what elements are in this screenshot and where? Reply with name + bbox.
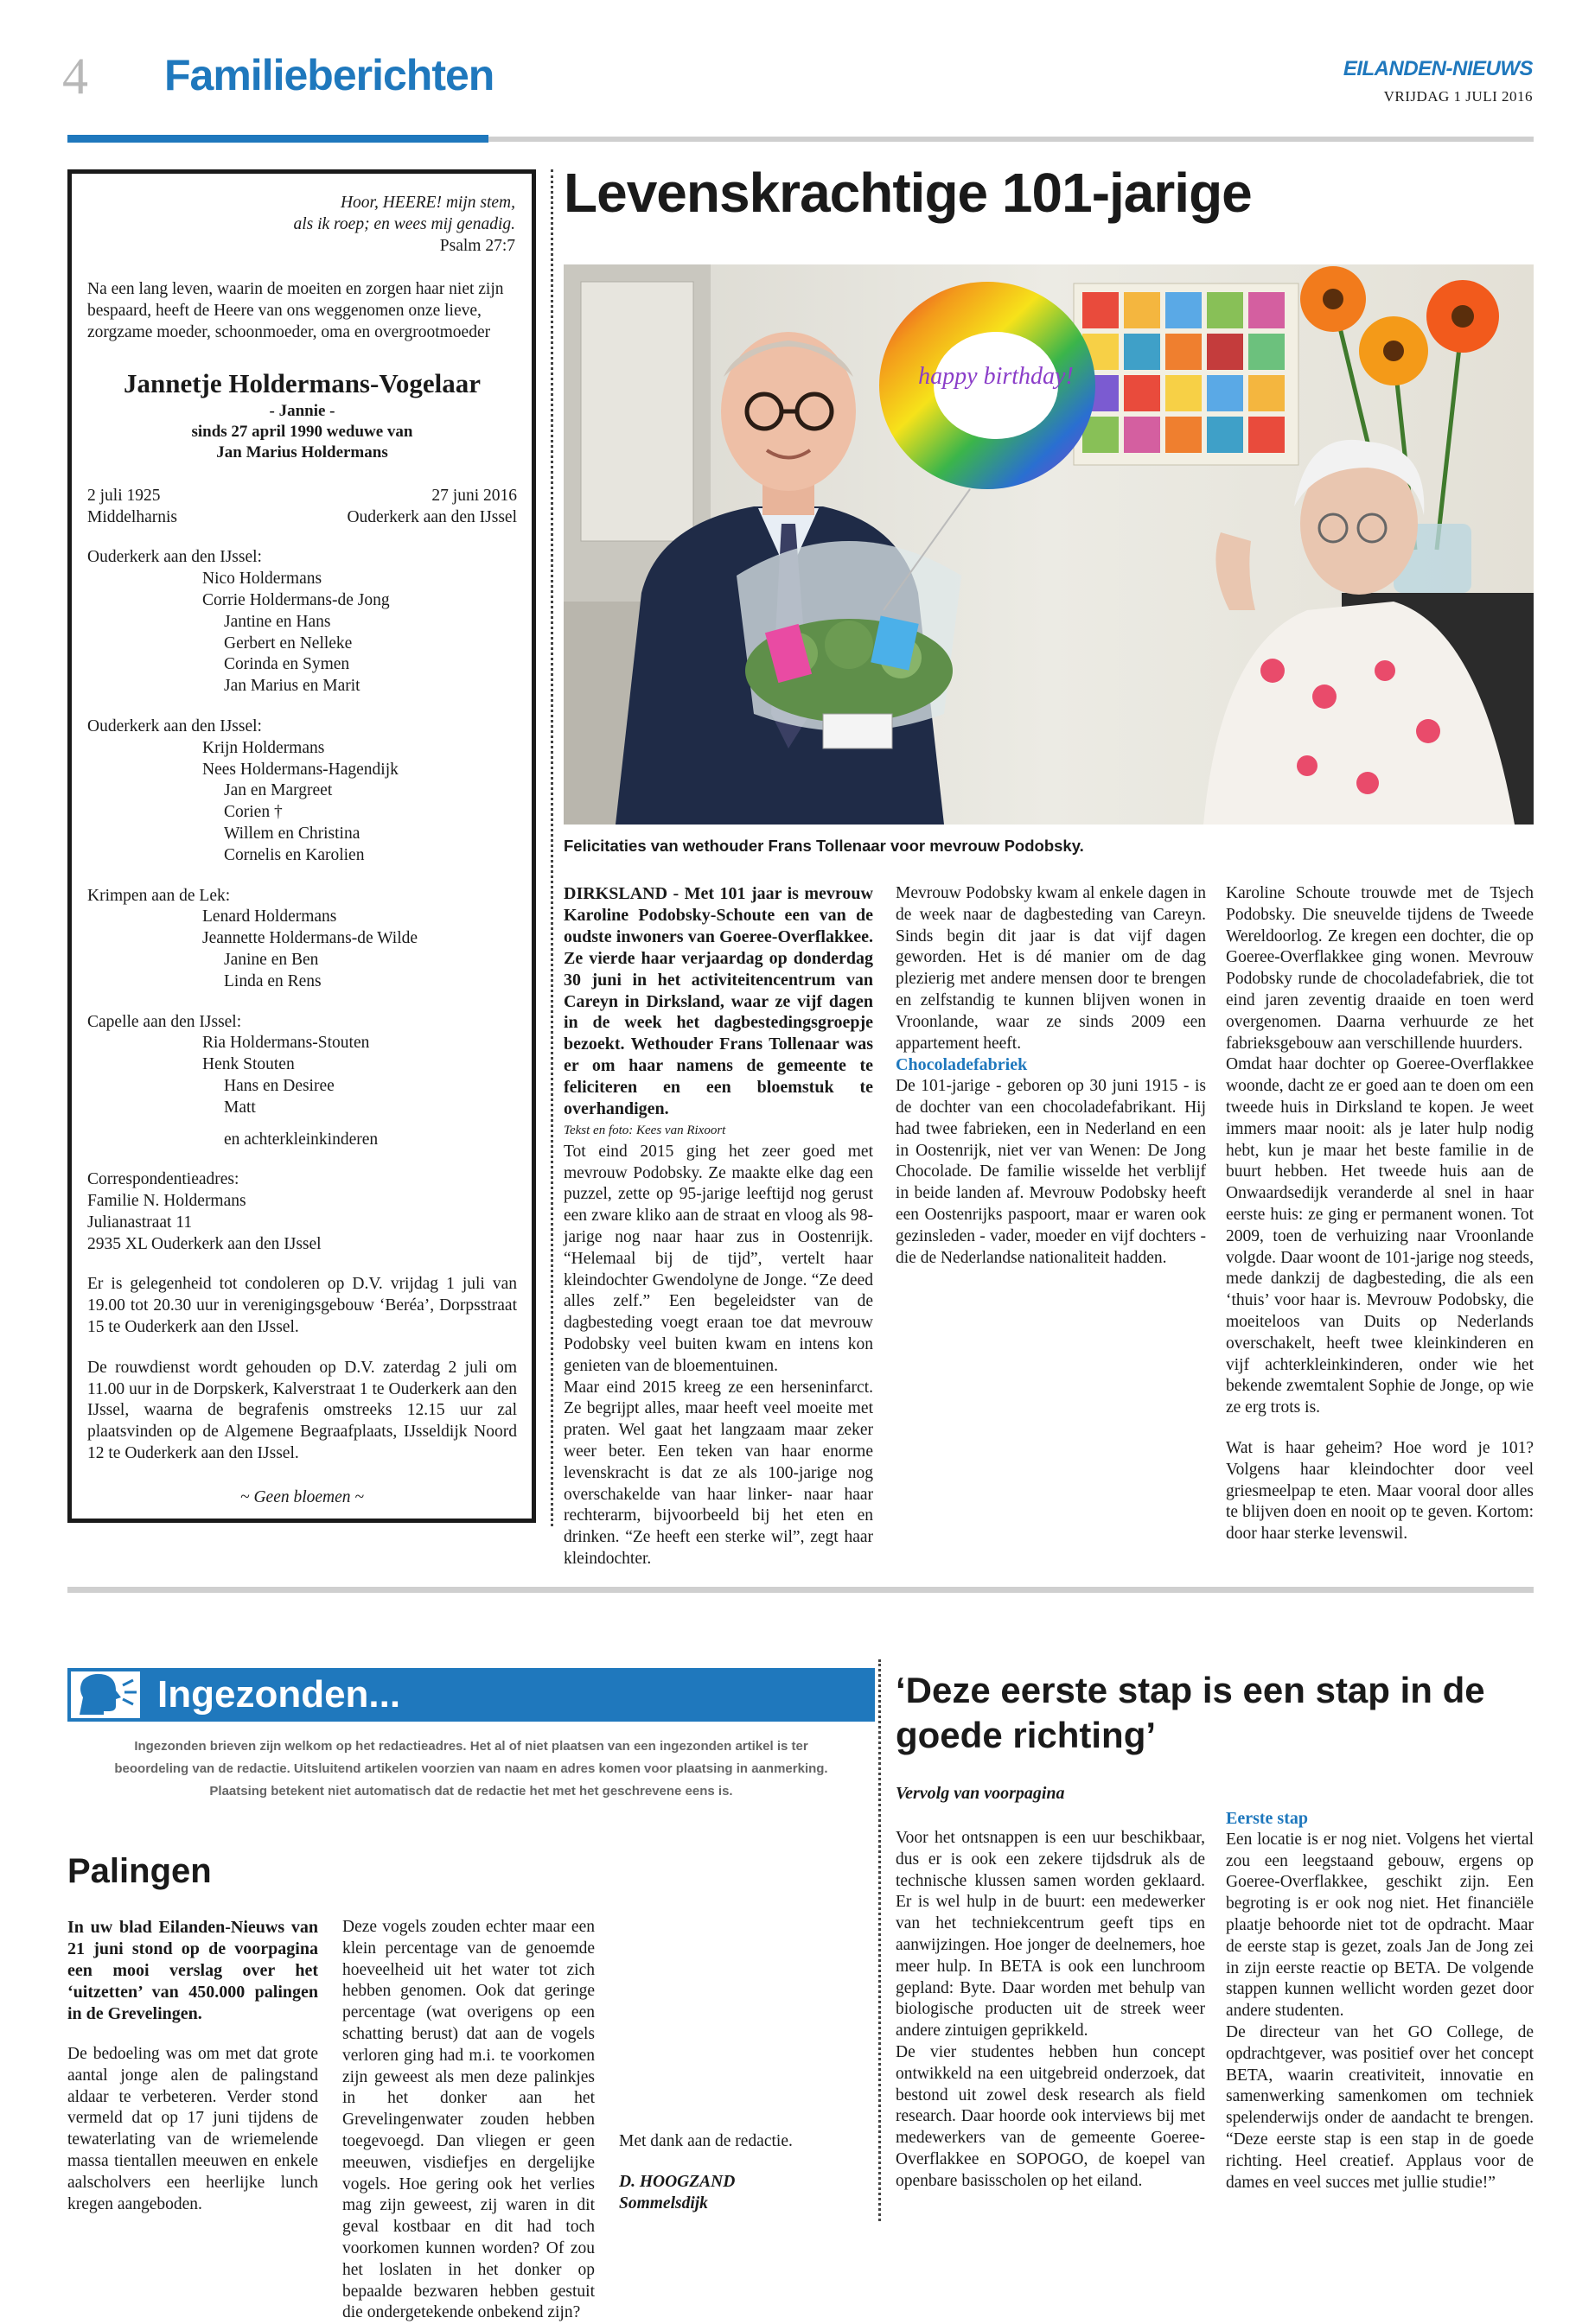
section-title: Familieberichten: [164, 51, 494, 99]
article-credit: Tekst en foto: Kees van Rixoort: [564, 1123, 726, 1137]
balloon-text: happy birthday!: [918, 363, 1074, 390]
correspondence-address: Correspondentieadres: Familie N. Holdermans Julianastraat 11 2935 XL Ouderkerk aan den IJssel: [87, 1170, 322, 1253]
wall-artwork: [1074, 283, 1298, 465]
continued-paragraph: De vier studentes hebben hun concept ontwikkeld na een uitgebreid onderzoek, dat bestond uit zowel desk research als field research. Daar hoorde ook interviews bij met medewerkers van de gemeente Goeree-Overflakkee en SOPOGO, de koepel van openbare basisscholen op het eiland.: [896, 2042, 1205, 2190]
continued-kicker: Vervolg van voorpagina: [896, 1784, 1065, 1803]
continued-paragraph: Voor het ontsnappen is een uur beschikbaar, dus er is ook een zekere tijdsdruk als de technische klussen samen worden geklaard. Er is wel hulp in de buurt: een medewerker van het techniekcentrum geeft tips en aanwijzingen. Hoe jonger de deelnemers, hoe meer hulp. In BETA is ook een lunchroom gepland: Byte. Daar worden met behulp van biologische producten uit de streek weer andere zintuigen geprikkeld.: [896, 1829, 1205, 2041]
life-dates: [87, 486, 517, 529]
widow-line: sinds 27 april 1990 weduwe van: [191, 422, 413, 441]
letter-title: Palingen: [67, 1852, 212, 1890]
photo-caption: Felicitaties van wethouder Frans Tollenaar voor mevrouw Podobsky.: [564, 837, 1084, 855]
no-flowers-note: ~ Geen bloemen ~: [240, 1487, 364, 1506]
section-rule: [67, 1587, 1534, 1593]
article-subhead: Chocoladefabriek: [896, 1055, 1028, 1075]
column-divider: [878, 1659, 881, 2221]
family-group: Ouderkerk aan den IJssel: Nico Holdermans Corrie Holdermans-de Jong Jantine en Hans Gerbert en Nelleke Corinda en Symen Jan Marius en Marit: [87, 548, 390, 696]
ingezonden-title: Ingezonden...: [157, 1673, 401, 1716]
birth-date: 2 juli 1925: [87, 486, 161, 505]
article-paragraph: Mevrouw Podobsky kwam al enkele dagen in de week naar de dagbesteding van Careyn. Sinds begin dit jaar is dat vijf dagen geworden. Het is dé manier om de dag plezierig met andere mensen door te brengen en zelfstandig te kunnen blijven wonen in Vroonlande, waar ze sinds 2009 een appartement heeft.: [896, 884, 1206, 1053]
letter-thanks: Met dank aan de redactie.: [619, 2132, 793, 2150]
letter-column-3: [619, 1917, 875, 2214]
death-place: Ouderkerk aan den IJssel: [347, 507, 517, 526]
continued-column-2: [1226, 1808, 1534, 2193]
gift-basket: [737, 541, 961, 748]
article-lead: DIRKSLAND - Met 101 jaar is mevrouw Karoline Podobsky-Schoute een van de oudste inwoners van Goeree-Overflakkee. Ze vierde haar verjaardag op donderdag 30 juni in het activiteitencentrum van Careyn in Dirksland, waar ze vijf dagen in de week het dagbestedingsgroepje bezoekt. Wethouder Frans Tollenaar was er om haar namens de gemeente te feliciteren en een bloemstuk te overhandigen.: [564, 884, 873, 1119]
letter-column-2: [342, 1917, 595, 2322]
obituary-intro: Na een lang leven, waarin de moeiten en zorgen haar niet zijn bespaard, heeft de Heere van ons weggenomen onze lieve, zorgzame moeder, schoonmoeder, oma en overgrootmoeder: [87, 280, 504, 341]
article-paragraph: Karoline Schoute trouwde met de Tsjech Podobsky. Die sneuvelde tijdens de Tweede Wereldoorlog. Ze kregen een dochter, die op Goeree-Overflakkee ging wonen. Mevrouw Podobsky runde de chocoladefabriek, die tot eind jaren zeventig draaide en toen werd overgenomen. Daarna verhuurde ze het fabrieksgebouw aan verschillende huurders.: [1226, 884, 1534, 1053]
family-group: Capelle aan den IJssel: Ria Holdermans-Stouten Henk Stouten Hans en Desiree Matt en achterkleinkinderen: [87, 1012, 379, 1149]
condolence-info: Er is gelegenheid tot condoleren op D.V. vrijdag 1 juli van 19.00 tot 20.30 uur in verenigingsgebouw ‘Beréa’, Dorpsstraat 15 te Ouderkerk aan den IJssel.: [87, 1275, 517, 1337]
speaking-head-icon: [67, 1668, 144, 1722]
ingezonden-note: Ingezonden brieven zijn welkom op het redactieadres. Het al of niet plaatsen van een ingezonden artikel is ter beoordeling van de redactie. Uitsluitend artikelen voorzien van naam en adres komen voor plaatsing in aanmerking. Plaatsing betekent niet automatisch dat de redactie het met het geschrevene eens is.: [114, 1739, 828, 1799]
article-headline: Levenskrachtige 101-jarige: [564, 162, 1252, 224]
death-date: 27 juni 2016: [431, 486, 517, 505]
continued-paragraph: De directeur van het GO College, de opdrachtgever, was positief over het concept BETA, waarin creativiteit, innovatie en samenwerking samenkomen om techniek spelenderwijs onder de aandacht te brengen. “Deze eerste stap is een stap in de goede richting. Heel creatief. Applaus voor de dames en veel succes met jullie studie!”: [1226, 2022, 1534, 2192]
article-paragraph: Maar eind 2015 kreeg ze een herseninfarct. Ze begrijpt alles, maar heeft veel moeite met praten. Wel gaat het langzaam maar zeker weer beter. Een teken van haar enorme levenskracht is dat ze als 100-jarige nog overschakelde van haar linker- naar haar rechterarm, bijvoorbeeld bij het eten en drinken. “Ze heeft een sterke wil”, zegt haar kleindochter.: [564, 1378, 873, 1568]
birth-place: Middelharnis: [87, 507, 177, 526]
letter-column-1: [67, 1917, 318, 2215]
page-number: 4: [62, 48, 88, 105]
letter-paragraph: De bedoeling was om met dat grote aantal jonge alen de palingstand aldaar te verbeteren. Verder stond vermeld dat op 17 juni tijdens de tewaterlating van de wriemelende massa tientallen meeuwen en enkele aalscholvers een heerlijke lunch kregen aangeboden.: [67, 2045, 318, 2213]
article-column-1: [564, 883, 873, 1570]
letter-signature: D. HOOGZAND: [619, 2172, 736, 2191]
continued-subhead: Eerste stap: [1226, 1809, 1308, 1828]
family-group: Krimpen aan de Lek: Lenard Holdermans Jeannette Holdermans-de Wilde Janine en Ben Linda en Rens: [87, 886, 418, 990]
article-paragraph: Omdat haar dochter op Goeree-Overflakkee woonde, dacht ze er goed aan te doen om een tweede huis in Dirksland te kopen. Je weet immers maar nooit: als je later hulp nodig hebt, kun je maar het beste familie in de buurt hebben. Het tweede huis aan de Onwaardsedijk veranderde al snel in haar eerste huis: ze ging er permanent wonen. Tot 2009, toen de verhuizing naar Vroonlande volgde. Daar woont de 101-jarige nog steeds, mede dankzij de dagbesteding, die als een ‘thuis’ voor haar is. Mevrouw Podobsky, die moeiteloos van Duits op Nederlands overschakelt, heeft twee kleinkinderen en vijf achterkleinkinderen, onder wie het bekende zwemtalent Sophie de Jonge, op wie ze erg trots is.: [1226, 1055, 1534, 1417]
letter-lead: In uw blad Eilanden-Nieuws van 21 juni stond op de voorpagina een mooi verslag over het ‘uitzetten’ van 450.000 palingen in de Grevelingen.: [67, 1918, 318, 2023]
article-paragraph: Wat is haar geheim? Hoe word je 101? Volgens haar kleindochter door veel griesmeelpap te eten. Maar vooral door alles te blijven doen en nooit op te geven. Kortom: door haar sterke levenswil.: [1226, 1438, 1534, 1544]
article-paragraph: De 101-jarige - geboren op 30 juni 1915 - is de dochter van een chocoladefabrikant. Hij had twee fabrieken, een in Nederland en een in Oostenrijk, niet ver van Wenen: De Jong Chocolade. De familie wisselde het verblijf in beide landen af. Mevrouw Podobsky heeft een Oostenrijks paspoort, maar er waren ook gezinsleden - vader, moeder en vijf dochters - die de Nederlandse nationaliteit hadden.: [896, 1077, 1206, 1267]
issue-date: VRIJDAG 1 JULI 2016: [1383, 88, 1533, 105]
continued-paragraph: Een locatie is er nog niet. Volgens het viertal zou een leegstaand gebouw, ergens op Goeree-Overflakkee, geschikt zijn. Een begroting is er ook nog niet. Het financiële plaatje behoorde niet tot de opdracht. Maar de eerste stap is gezet, zoals Jan de Jong zei in zijn eerste reactie op BETA. De volgende stappen kunnen wellicht worden gezet door andere studenten.: [1226, 1830, 1534, 2021]
article-photo: [564, 264, 1534, 825]
article-paragraph: Tot eind 2015 ging het zeer goed met mevrouw Podobsky. Ze maakte elke dag een puzzel, zette op 95-jarige leeftijd nog gerust een zware kliko aan de straat en vloog als 98-jarige nog naar haar zus in Oostenrijk. “Helemaal bij de tijd”, vertelt haar kleindochter Gwendolyne de Jonge. “Ze deed alles zelf.” Een begeleidster van de dagbesteding voegt eraan toe dat mevrouw Podobsky veel buiten kwam en intens kon genieten van de bloementuinen.: [564, 1142, 873, 1375]
article-column-2: [896, 883, 1206, 1269]
continued-headline: ‘Deze eerste stap is een stap in de goede richting’: [896, 1670, 1485, 1755]
masthead: [1343, 59, 1533, 105]
family-group: Ouderkerk aan den IJssel: Krijn Holdermans Nees Holdermans-Hagendijk Jan en Margreet Corien † Willem en Christina Cornelis en Karolien: [87, 716, 399, 864]
obituary-notice: [67, 169, 536, 1523]
service-info: De rouwdienst wordt gehouden op D.V. zaterdag 2 juli om 11.00 uur in de Dorpskerk, Kalverstraat 1 te Ouderkerk aan den IJssel, waarna de begrafenis omstreeks 12.15 uur zal plaatsvinden op de Algemene Begraafplaats, IJsseldijk Noord 12 te Ouderkerk aan den IJssel.: [87, 1358, 517, 1463]
article-column-3: [1226, 883, 1534, 1545]
header-rule: [488, 137, 1534, 142]
obituary-verse: Hoor, HEERE! mijn stem, als ik roep; en wees mij genadig. Psalm 27:7: [293, 194, 515, 255]
deceased-name: Jannetje Holdermans-Vogelaar: [123, 367, 481, 398]
husband-name: Jan Marius Holdermans: [216, 443, 388, 462]
letter-paragraph: Deze vogels zouden echter maar een klein percentage van de genoemde hoeveelheid uit het water tot zich hebben genomen. Ook dat geringe percentage (wat overigens op een schatting berust) dat aan de vogels verloren ging had m.i. te voorkomen zijn geweest als men deze palinkjes in het donker aan het Grevelingenwater zouden hebben toegevoegd. Dan vliegen er geen meeuwen, visdiefjes en dergelijke vogels. Hoe gering ook het verlies mag zijn geweest, zij waren in dit geval kostbaar en dit had toch voorkomen kunnen worden? Of zou het loslaten in het donker op bepaalde bezwaren hebben gestuit die ondergetekende onbekend zijn?: [342, 1918, 595, 2322]
deceased-nickname: - Jannie -: [269, 401, 335, 420]
masthead-logo[interactable]: EILANDEN-NIEUWS: [1343, 57, 1533, 80]
header-rule-accent: [67, 135, 488, 143]
letter-signature-place: Sommelsdijk: [619, 2193, 708, 2213]
continued-column-1: [896, 1828, 1205, 2193]
column-divider: [551, 169, 553, 1526]
